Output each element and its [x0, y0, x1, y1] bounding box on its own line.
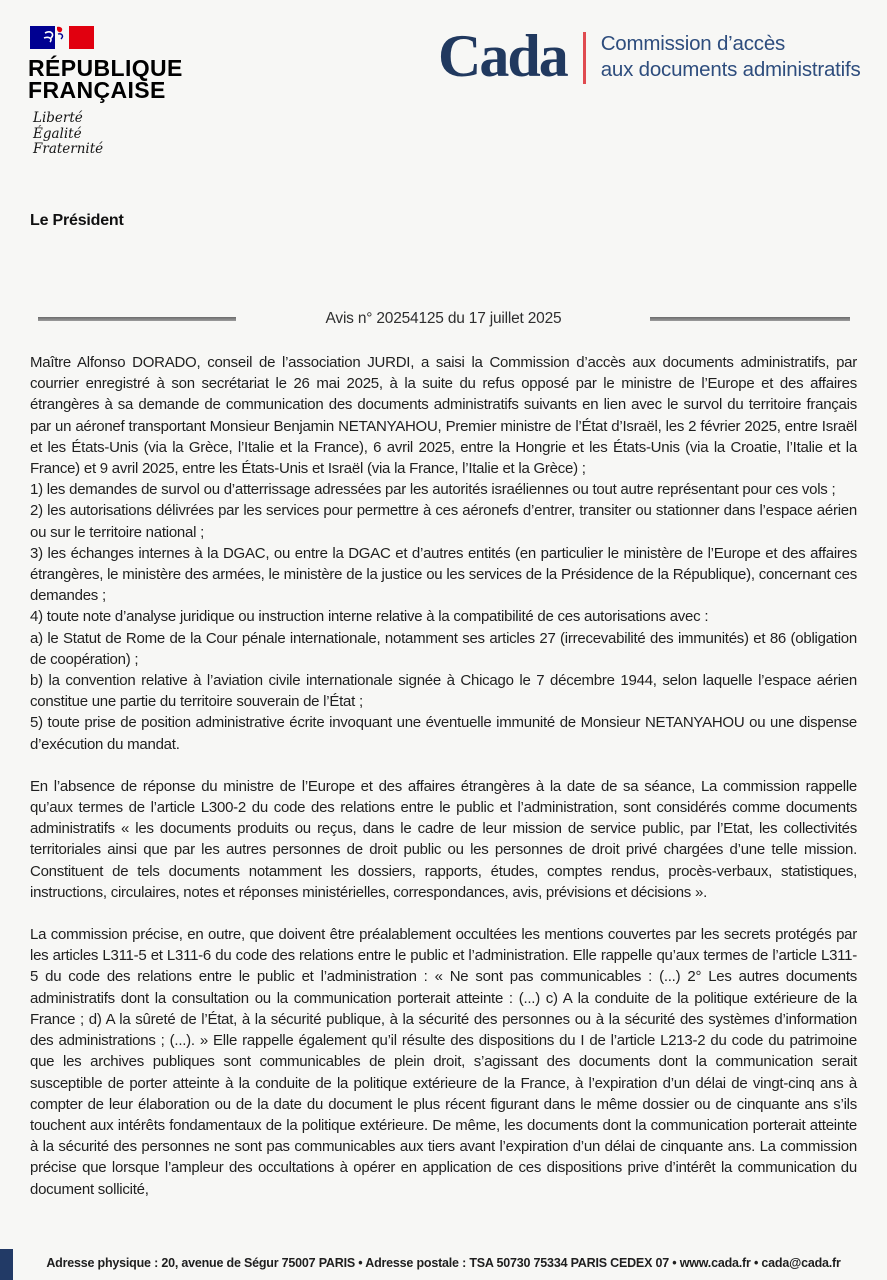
- title-rule-right: [650, 317, 850, 321]
- body-paragraph: a) le Statut de Rome de la Cour pénale internationale, notamment ses articles 27 (irrecevabilité des immunités) et 86 (obligation de coopération) ;: [30, 629, 857, 668]
- body-paragraph: La commission précise, en outre, que doivent être préalablement occultées les mentions couvertes par les secrets protégés par les articles L311-5 et L311-6 du code des relations entre le public et l’administration. Elle rappelle qu’aux termes de l’article L311-5 du code des relations entre le public et l’administration : « Ne sont pas communicables : (...) 2° Les autres documents administratifs dont la consultation ou la communication porterait atteinte : (...) c) A la conduite de la politique extérieure de la France ; d) A la sûreté de l’État, à la sécurité publique, à la sécurité des personnes ou à la sécurité des systèmes d’information des administrations ; (...). » Elle rappelle également qu’il résulte des dispositions du I de l’article L213-2 du code du patrimoine que les archives publiques sont communicables de plein droit, s’agissant des documents dont la communication serait susceptible de porter atteinte à la conduite de la politique extérieure de la France, à l’expiration d’un délai de vingt-cinq ans à compter de leur élaboration ou de la date du document le plus récent figurant dans le même dossier ou de cinquante ans s’ils touchent aux intérêts fondamentaux de la politique extérieure. De même, les documents dont la communication porterait atteinte à la sécurité des personnes ne sont pas communicables aux tiers avant l’expiration d’un délai de cinquante ans. La commission précise que lorsque l’ampleur des occultations à opérer en application de ces dispositions prive d’intérêt la communication du document sollicité,: [30, 926, 857, 1198]
- motto-fraternite: Fraternité: [33, 141, 104, 157]
- republique-francaise-logo: [28, 26, 183, 158]
- motto-egalite: Égalité: [33, 125, 82, 142]
- notice-title: Avis n° 20254125 du 17 juillet 2025: [325, 310, 562, 327]
- body-block: [30, 776, 857, 903]
- cada-name-line1: Commission d’accès: [600, 32, 786, 55]
- republique-title-line2: FRANÇAISE: [28, 77, 166, 103]
- cada-logo: [438, 23, 861, 89]
- cada-full-name: [601, 31, 861, 83]
- body-paragraph: b) la convention relative à l’aviation civile internationale signée à Chicago le 7 décembre 1944, selon laquelle l’espace aérien constitue une partie du territoire souverain de l’État ;: [30, 672, 857, 711]
- sender-title: Le Président: [30, 212, 124, 229]
- body-paragraph: 5) toute prise de position administrative écrite invoquant une éventuelle immunité de Monsieur NETANYAHOU ou une dispense d’exécution du mandat.: [30, 714, 857, 753]
- french-flag-icon: [30, 26, 94, 49]
- motto: [33, 111, 183, 158]
- body-block: [30, 924, 857, 1200]
- body-paragraph: 4) toute note d’analyse juridique ou instruction interne relative à la compatibilité de ces autorisations avec :: [30, 608, 709, 626]
- page-corner-tab: [0, 1249, 13, 1280]
- cada-red-separator: [583, 32, 586, 84]
- cada-wordmark: Cada: [438, 23, 567, 89]
- notice-title-row: [0, 308, 887, 330]
- cada-name-line2: aux documents administratifs: [600, 58, 861, 81]
- body-paragraph: 3) les échanges internes à la DGAC, ou entre la DGAC et d’autres entités (en particulier le ministère de l’Europe et des affaires étrangères, le ministère des armées, le ministère de la justice ou les services de la Présidence de la République), concernant ces demandes ;: [30, 544, 857, 605]
- body-block: [30, 352, 857, 755]
- document-body: [30, 352, 857, 1200]
- body-paragraph: 2) les autorisations délivrées par les services pour permettre à ces aéronefs d’entrer, transiter ou stationner dans l’espace aérien ou sur le territoire national ;: [30, 502, 857, 541]
- footer-address: Adresse physique : 20, avenue de Ségur 75007 PARIS • Adresse postale : TSA 50730 75334 PARIS CEDEX 07 • www.cada.fr • cada@cada.fr: [46, 1256, 841, 1270]
- body-paragraph: Maître Alfonso DORADO, conseil de l’association JURDI, a saisi la Commission d’accès aux documents administratifs, par courrier enregistré à son secrétariat le 26 mai 2025, à la suite du refus opposé par le ministre de l’Europe et des affaires étrangères à sa demande de communication des documents administratifs suivants en lien avec le survol du territoire français par un aéronef transportant Monsieur Benjamin NETANYAHOU, Premier ministre de l’État d’Israël, les 2 février 2025, entre Israël et les États-Unis (via la Grèce, l’Italie et la France), 6 avril 2025, entre la Hongrie et les États-Unis (via la Croatie, l’Italie et la France) et 9 avril 2025, entre les États-Unis et Israël (via la France, l’Italie et la Grèce) ;: [30, 354, 857, 478]
- republique-title-line1: RÉPUBLIQUE: [28, 55, 183, 81]
- motto-liberte: Liberté: [33, 110, 83, 126]
- body-paragraph: 1) les demandes de survol ou d’atterrissage adressées par les autorités israéliennes ou tout autre représentant pour ces vols ;: [30, 481, 836, 499]
- body-paragraph: En l’absence de réponse du ministre de l’Europe et des affaires étrangères à la date de sa séance, La commission rappelle qu’aux termes de l’article L300-2 du code des relations entre le public et l’administration, sont considérés comme documents administratifs « les documents produits ou reçus, dans le cadre de leur mission de service public, par l’Etat, les collectivités territoriales ainsi que par les autres personnes de droit public ou les personnes de droit privé chargées d’une telle mission. Constituent de tels documents notamment les dossiers, rapports, études, comptes rendus, procès-verbaux, statistiques, instructions, circulaires, notes et réponses ministérielles, correspondances, avis, prévisions et décisions ».: [30, 777, 857, 901]
